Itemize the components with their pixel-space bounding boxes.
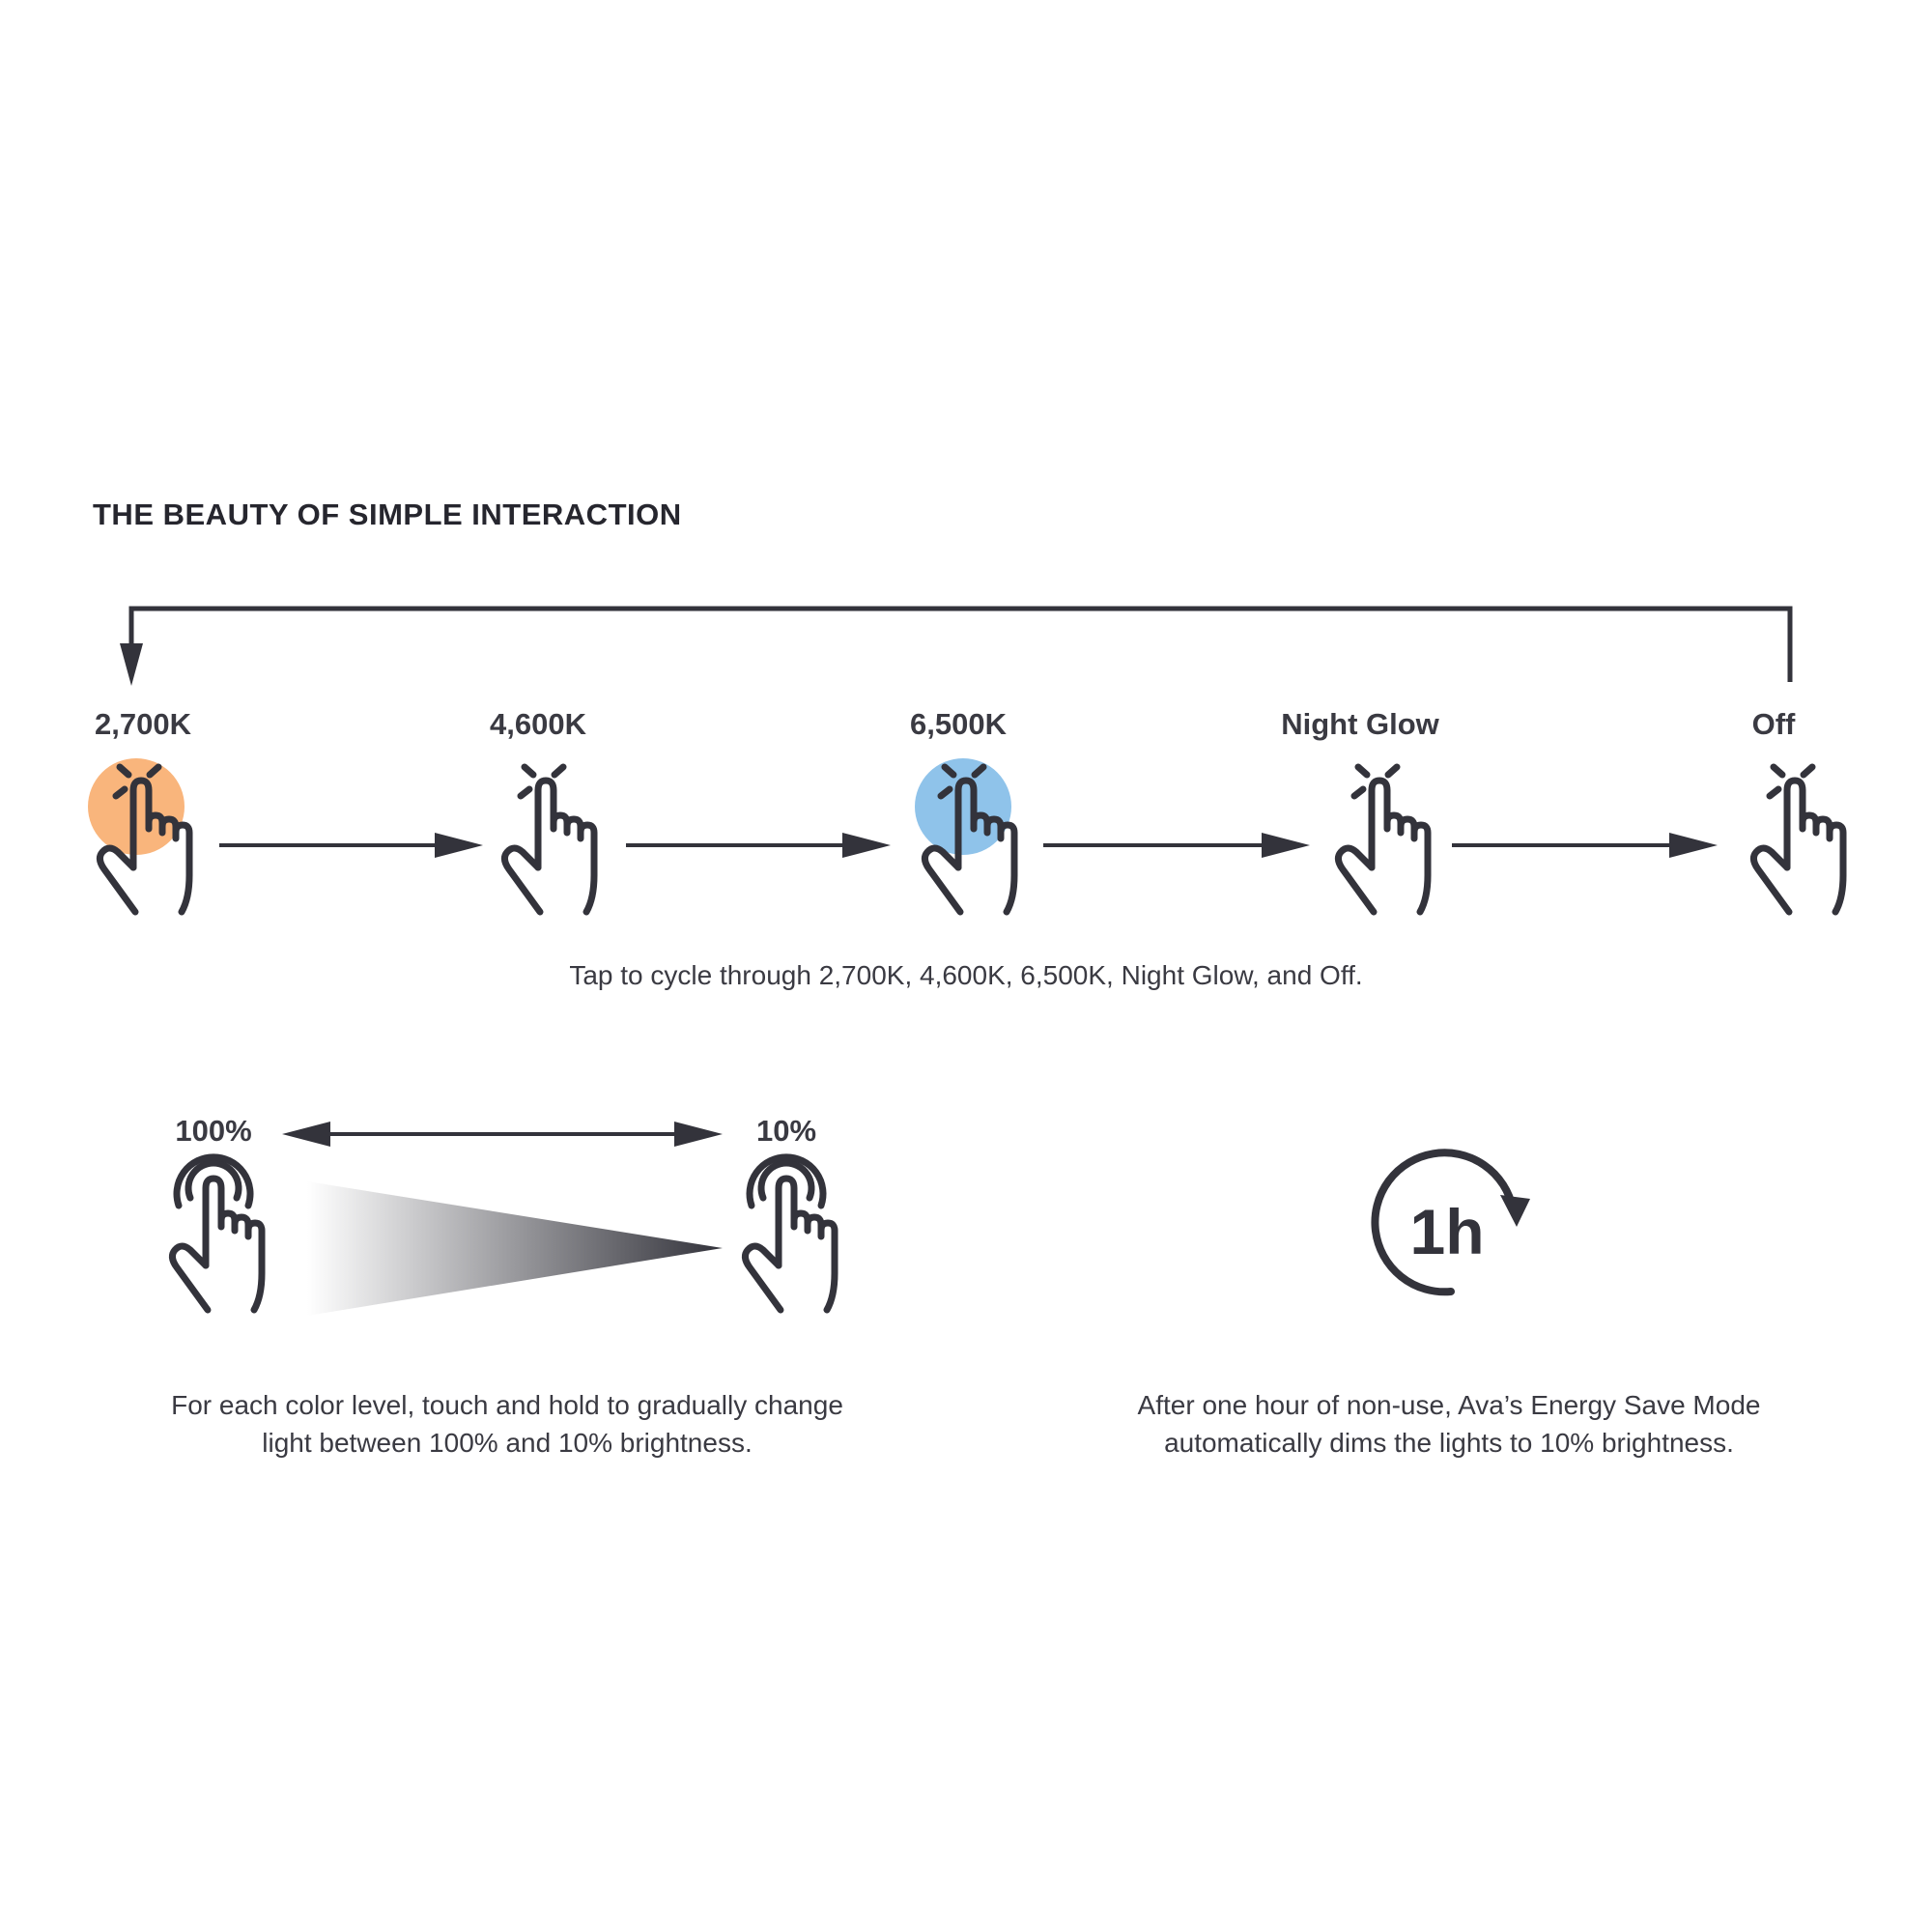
cool-highlight-circle xyxy=(915,758,1011,855)
tap-hand-icon-night-glow xyxy=(1338,767,1428,912)
tap-hand-icon-4600k xyxy=(504,767,594,912)
hold-hand-icon-10 xyxy=(745,1157,835,1310)
page-title: THE BEAUTY OF SIMPLE INTERACTION xyxy=(93,497,682,531)
step-label-night-glow: Night Glow xyxy=(1281,707,1439,741)
dimming-double-arrow xyxy=(282,1122,723,1147)
energy-save-caption xyxy=(1063,1386,1835,1462)
step-label-2700k: 2,700K xyxy=(95,707,191,741)
energy-save-caption-line1: After one hour of non-use, Ava’s Energy Save Mode xyxy=(1137,1390,1761,1420)
dimming-caption-line2: light between 100% and 10% brightness. xyxy=(262,1428,753,1458)
step-label-4600k: 4,600K xyxy=(490,707,586,741)
step-label-off: Off xyxy=(1751,707,1796,741)
loop-arrow xyxy=(120,609,1790,686)
hold-hand-icon-100 xyxy=(172,1157,262,1310)
dim-end-label: 10% xyxy=(755,1114,817,1148)
cycle-caption: Tap to cycle through 2,700K, 4,600K, 6,500K, Night Glow, and Off. xyxy=(569,960,1363,990)
energy-save-caption-line2: automatically dims the lights to 10% brightness. xyxy=(1164,1428,1734,1458)
timer-1h-icon xyxy=(1375,1152,1530,1292)
dimming-caption xyxy=(97,1386,918,1462)
step-label-6500k: 6,500K xyxy=(910,707,1007,741)
timer-label: 1h xyxy=(1409,1196,1485,1267)
brightness-gradient-wedge xyxy=(307,1181,723,1316)
dim-start-label: 100% xyxy=(175,1114,252,1148)
tap-hand-icon-off xyxy=(1753,767,1843,912)
dimming-caption-line1: For each color level, touch and hold to gradually change xyxy=(171,1390,843,1420)
